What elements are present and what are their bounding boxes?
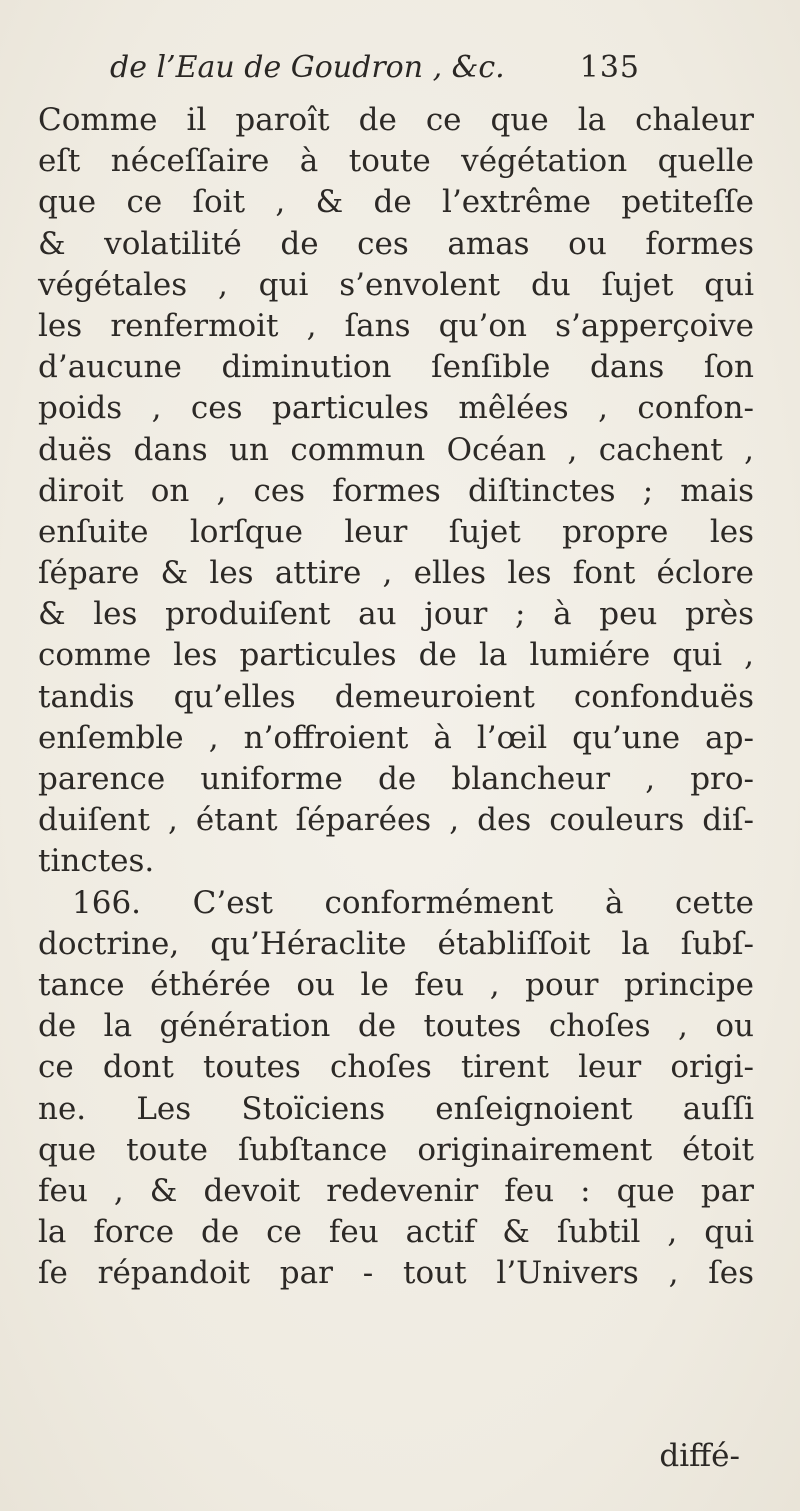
running-title: de l’Eau de Goudron , &c. xyxy=(110,50,505,85)
text-line: ne. Les Stoïciens enſeignoient auſſi xyxy=(38,1090,754,1127)
text-line: tandis qu’elles demeuroient confonduës xyxy=(38,678,754,715)
catchword: diffé- xyxy=(659,1438,740,1474)
text-line: enſemble , n’offroient à l’œil qu’une ap- xyxy=(38,719,754,756)
text-line: que ce ſoit , & de l’extrême petiteſſe xyxy=(38,184,754,221)
text-line: & les produiſent au jour ; à peu près xyxy=(38,596,754,633)
text-line: ſépare & les attire , elles les font éclore xyxy=(38,555,754,592)
text-line: végétales , qui s’envolent du ſujet qui xyxy=(38,266,754,303)
text-line: duës dans un commun Océan , cachent , xyxy=(38,431,754,468)
text-line: poids , ces particules mêlées , confon- xyxy=(38,390,754,427)
text-line: duiſent , étant ſéparées , des couleurs diſ- xyxy=(38,802,754,839)
text-line: ce dont toutes choſes tirent leur origi- xyxy=(38,1049,754,1086)
text-line: feu , & devoit redevenir feu : que par xyxy=(38,1172,754,1209)
text-line: Comme il paroît de ce que la chaleur xyxy=(38,102,754,138)
paragraph-start-line: 166. C’est conformément à cette xyxy=(72,884,754,921)
text-line: comme les particules de la lumiére qui , xyxy=(38,637,754,674)
text-line: les renfermoit , ſans qu’on s’apperçoive xyxy=(38,307,754,344)
page-number: 135 xyxy=(579,50,640,85)
text-line: tinctes. xyxy=(38,843,155,880)
text-line: ſe répandoit par - tout l’Univers , ſes xyxy=(38,1255,754,1292)
text-line: & volatilité de ces amas ou formes xyxy=(38,225,754,262)
text-line: d’aucune diminution ſenſible dans ſon xyxy=(38,349,754,386)
text-line: doctrine, qu’Héraclite établiſſoit la ſubſ- xyxy=(38,925,754,962)
page-header xyxy=(110,50,640,92)
text-line: enſuite lorſque leur ſujet propre les xyxy=(38,513,754,550)
text-line: la force de ce feu actif & ſubtil , qui xyxy=(38,1214,754,1251)
text-line: tance éthérée ou le feu , pour principe xyxy=(38,966,754,1003)
text-line: de la génération de toutes choſes , ou xyxy=(38,1008,754,1045)
text-line: que toute ſubſtance originairement étoit xyxy=(38,1131,754,1168)
body-text xyxy=(38,100,754,1294)
text-line: eſt néceſſaire à toute végétation quelle xyxy=(38,143,754,180)
text-line: diroit on , ces formes diſtinctes ; mais xyxy=(38,472,754,509)
text-line: parence uniforme de blancheur , pro- xyxy=(38,761,754,797)
